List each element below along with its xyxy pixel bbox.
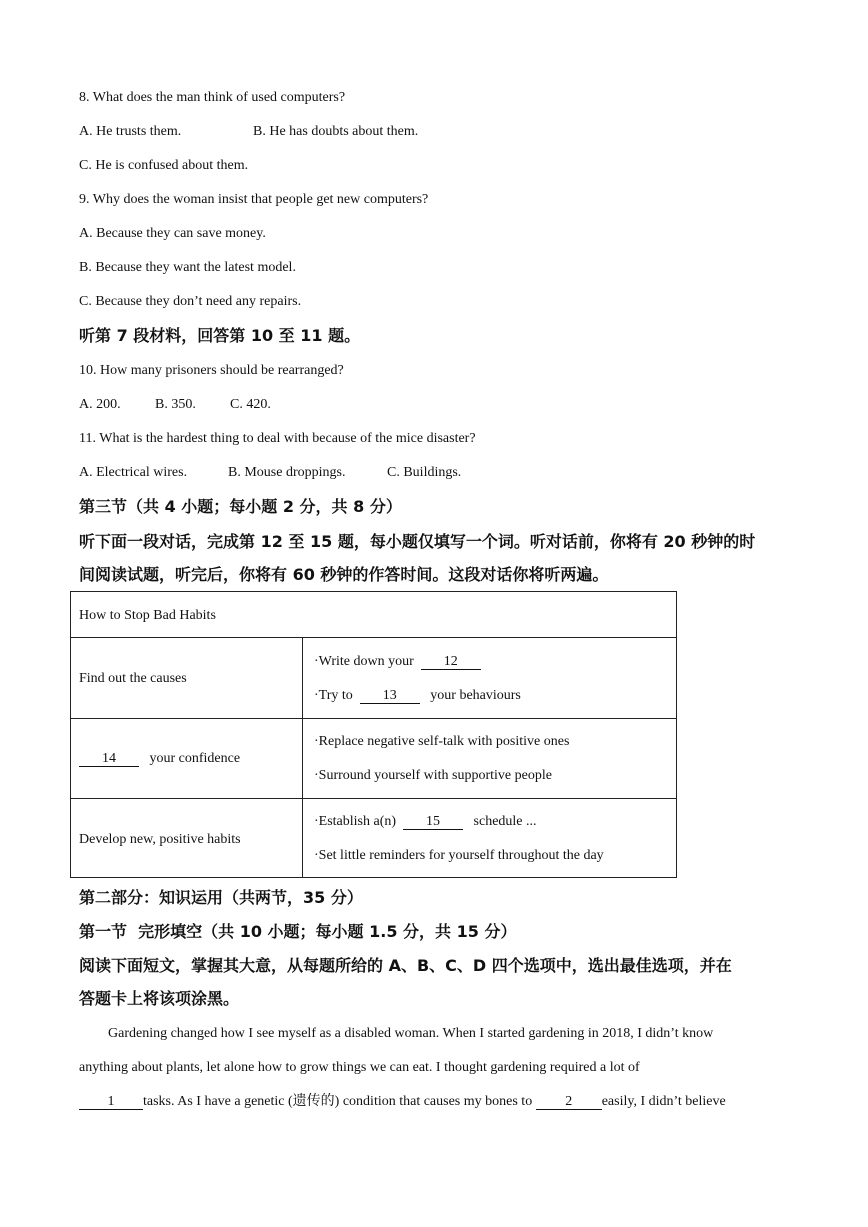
table-column-divider [302, 637, 303, 878]
answer-blank-13[interactable]: 13 [360, 689, 420, 704]
q10-stem: 10. How many prisoners should be rearranged? [79, 363, 344, 378]
row3-left-cell: Develop new, positive habits [79, 832, 241, 847]
table-divider [71, 718, 676, 719]
row2-left-suffix: your confidence [149, 751, 241, 766]
row1-left-cell: Find out the causes [79, 671, 187, 686]
q11-option-c: C. Buildings. [387, 465, 462, 480]
part3-heading: 第三节（共 4 小题；每小题 2 分，共 8 分） [79, 497, 402, 516]
passage-line3 [79, 1093, 726, 1111]
answer-blank-15[interactable]: 15 [403, 815, 463, 830]
cloze-blank-1[interactable]: 1 [79, 1095, 143, 1110]
row2-right-line2: ·Surround yourself with supportive people [314, 768, 552, 783]
q8-option-a: A. He trusts them. [79, 124, 182, 139]
row1-right-line1 [314, 653, 481, 671]
row3-right-line1 [314, 813, 537, 831]
q11-option-a: A. Electrical wires. [79, 465, 188, 480]
row1-right-line2 [314, 687, 521, 705]
habits-table [70, 591, 677, 878]
q11-option-b: B. Mouse droppings. [228, 465, 346, 480]
passage-line3-end: easily, I didn’t believe [601, 1094, 726, 1109]
q9-option-c: C. Because they don’t need any repairs. [79, 294, 302, 309]
q8-option-c: C. He is confused about them. [79, 158, 249, 173]
section7-heading: 听第 7 段材料，回答第 10 至 11 题。 [79, 326, 361, 345]
row2-right-line1: ·Replace negative self-talk with positive ones [314, 734, 570, 749]
table-divider [71, 637, 676, 638]
part3-instruction-line2: 间阅读试题，听完后，你将有 60 秒钟的作答时间。这段对话你将听两遍。 [79, 565, 609, 584]
passage-line2: anything about plants, let alone how to grow things we can eat. I thought gardening required a lot of [79, 1060, 640, 1075]
q9-stem: 9. Why does the woman insist that people get new computers? [79, 192, 429, 207]
q9-option-a: A. Because they can save money. [79, 226, 266, 241]
q9-option-b: B. Because they want the latest model. [79, 260, 296, 275]
part2-section1-heading: 第一节 完形填空（共 10 小题；每小题 1.5 分，共 15 分） [79, 922, 517, 941]
q10-option-b: B. 350. [155, 397, 196, 412]
q8-stem: 8. What does the man think of used computers? [79, 90, 346, 105]
q10-option-a: A. 200. [79, 397, 121, 412]
row1-right-line2-text: ·Try to [314, 688, 353, 703]
part3-instruction-line1: 听下面一段对话，完成第 12 至 15 题，每小题仅填写一个词。听对话前，你将有 20 秒钟的时 [79, 532, 756, 551]
part2-instruction-line1: 阅读下面短文，掌握其大意，从每题所给的 A、B、C、D 四个选项中，选出最佳选项，并在 [79, 956, 732, 975]
part2-instruction-line2: 答题卡上将该项涂黑。 [79, 989, 240, 1008]
q11-stem: 11. What is the hardest thing to deal with because of the mice disaster? [79, 431, 476, 446]
table-title: How to Stop Bad Habits [79, 608, 216, 623]
row1-right-line1-text: ·Write down your [314, 654, 414, 669]
row3-right-line1-text: ·Establish a(n) [314, 814, 397, 829]
row3-right-line1-suffix: schedule ... [473, 814, 537, 829]
q8-option-b: B. He has doubts about them. [253, 124, 419, 139]
passage-line3-middle: tasks. As I have a genetic (遗传的) condition that causes my bones to [143, 1094, 533, 1109]
part2-heading: 第二部分：知识运用（共两节，35 分） [79, 888, 363, 907]
q10-option-c: C. 420. [230, 397, 271, 412]
row1-right-line2-suffix: your behaviours [430, 688, 521, 703]
cloze-blank-2[interactable]: 2 [536, 1095, 602, 1110]
answer-blank-12[interactable]: 12 [421, 655, 481, 670]
row2-left-cell [79, 750, 240, 768]
table-divider [71, 798, 676, 799]
answer-blank-14[interactable]: 14 [79, 752, 139, 767]
row3-right-line2: ·Set little reminders for yourself throughout the day [314, 848, 604, 863]
passage-line1: Gardening changed how I see myself as a disabled woman. When I started gardening in 2018, I didn’t know [108, 1026, 714, 1041]
